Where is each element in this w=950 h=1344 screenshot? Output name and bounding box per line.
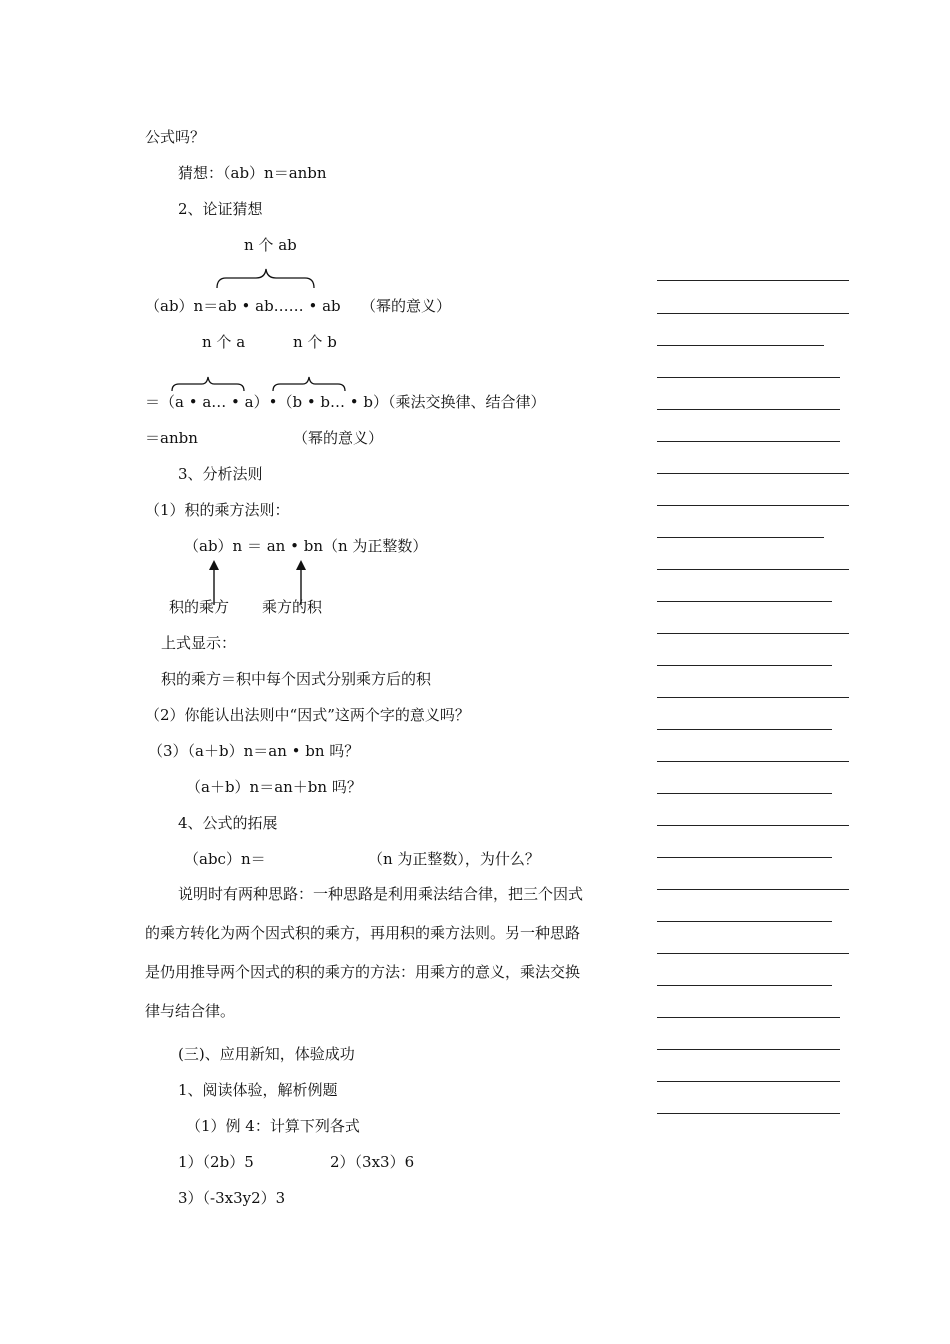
brace-label-n-ab: n 个 ab [244, 236, 297, 254]
brace-label-n-a: n 个 a [202, 333, 246, 351]
brace-label-n-b: n 个 b [293, 333, 337, 351]
note-line [657, 729, 832, 730]
note-line [657, 313, 849, 314]
derivation-line-3: ＝anbn [145, 429, 198, 447]
section-heading-prove: 2、论证猜想 [178, 200, 263, 218]
derivation-note-1: （幂的意义） [361, 297, 452, 315]
derivation-line-1: （ab）n＝ab • ab…… • ab [145, 297, 341, 315]
note-line [657, 441, 840, 442]
note-line [657, 345, 824, 346]
rule-heading: （1）积的乘方法则： [145, 501, 290, 519]
brace-a [171, 376, 245, 392]
note-line [657, 921, 832, 922]
exercise-2: 2）（3x3）6 [330, 1153, 415, 1171]
section-heading-apply: (三)、应用新知，体验成功 [178, 1045, 355, 1063]
subheading-examples: 1、阅读体验，解析例题 [178, 1081, 338, 1099]
note-line [657, 665, 832, 666]
note-line [657, 1049, 840, 1050]
extension-formula: （abc）n＝ [184, 850, 266, 868]
note-line [657, 633, 849, 634]
question-3b: （a＋b）n＝an＋bn 吗？ [186, 778, 362, 796]
note-line [657, 761, 849, 762]
note-line [657, 537, 824, 538]
note-line [657, 505, 849, 506]
explanation-paragraph [145, 875, 635, 1031]
note-line [657, 1081, 840, 1082]
note-line [657, 473, 849, 474]
note-line [657, 697, 849, 698]
conjecture-line: 猜想：（ab）n＝anbn [178, 164, 327, 182]
brace-top-ab [216, 268, 316, 290]
note-line [657, 985, 832, 986]
derivation-line-2: ＝（a • a… • a）•（b • b… • b）（乘法交换律、结合律） [145, 393, 546, 411]
arrow-label-power-product: 乘方的积 [262, 598, 323, 616]
line-continuation: 公式吗？ [145, 128, 206, 146]
arrow-label-product-power: 积的乘方 [169, 598, 230, 616]
section-heading-analyze: 3、分析法则 [178, 465, 263, 483]
note-line [657, 825, 849, 826]
rule-formula: （ab）n ＝ an • bn（n 为正整数） [184, 537, 428, 555]
statement-intro: 上式显示： [161, 634, 237, 652]
note-line [657, 1017, 840, 1018]
note-line [657, 409, 840, 410]
note-line [657, 953, 849, 954]
example-4-heading: （1）例 4：计算下列各式 [186, 1117, 360, 1135]
note-line [657, 601, 832, 602]
paragraph-line: 律与结合律。 [145, 1002, 236, 1020]
extension-question: （n 为正整数），为什么？ [368, 850, 540, 868]
section-heading-extend: 4、公式的拓展 [178, 814, 278, 832]
note-line [657, 793, 832, 794]
brace-b [272, 376, 346, 392]
question-2: （2）你能认出法则中“因式”这两个字的意义吗？ [145, 706, 470, 724]
note-line [657, 857, 832, 858]
exercise-3: 3）（-3x3y2）3 [178, 1189, 286, 1207]
note-line [657, 377, 840, 378]
note-line [657, 1113, 840, 1114]
statement-text: 积的乘方＝积中每个因式分别乘方后的积 [161, 670, 432, 688]
exercise-1: 1）（2b）5 [178, 1153, 254, 1171]
question-3a: （3）（a＋b）n＝an • bn 吗？ [148, 742, 360, 760]
note-line [657, 569, 849, 570]
derivation-note-3: （幂的意义） [293, 429, 384, 447]
note-line [657, 889, 849, 890]
paragraph-line: 说明时有两种思路：一种思路是利用乘法结合律，把三个因式 [178, 885, 584, 903]
paragraph-line: 的乘方转化为两个因式积的乘方，再用积的乘方法则。另一种思路 [145, 924, 581, 942]
paragraph-line: 是仍用推导两个因式的积的乘方的方法：用乘方的意义，乘法交换 [145, 963, 581, 981]
note-line [657, 280, 849, 281]
